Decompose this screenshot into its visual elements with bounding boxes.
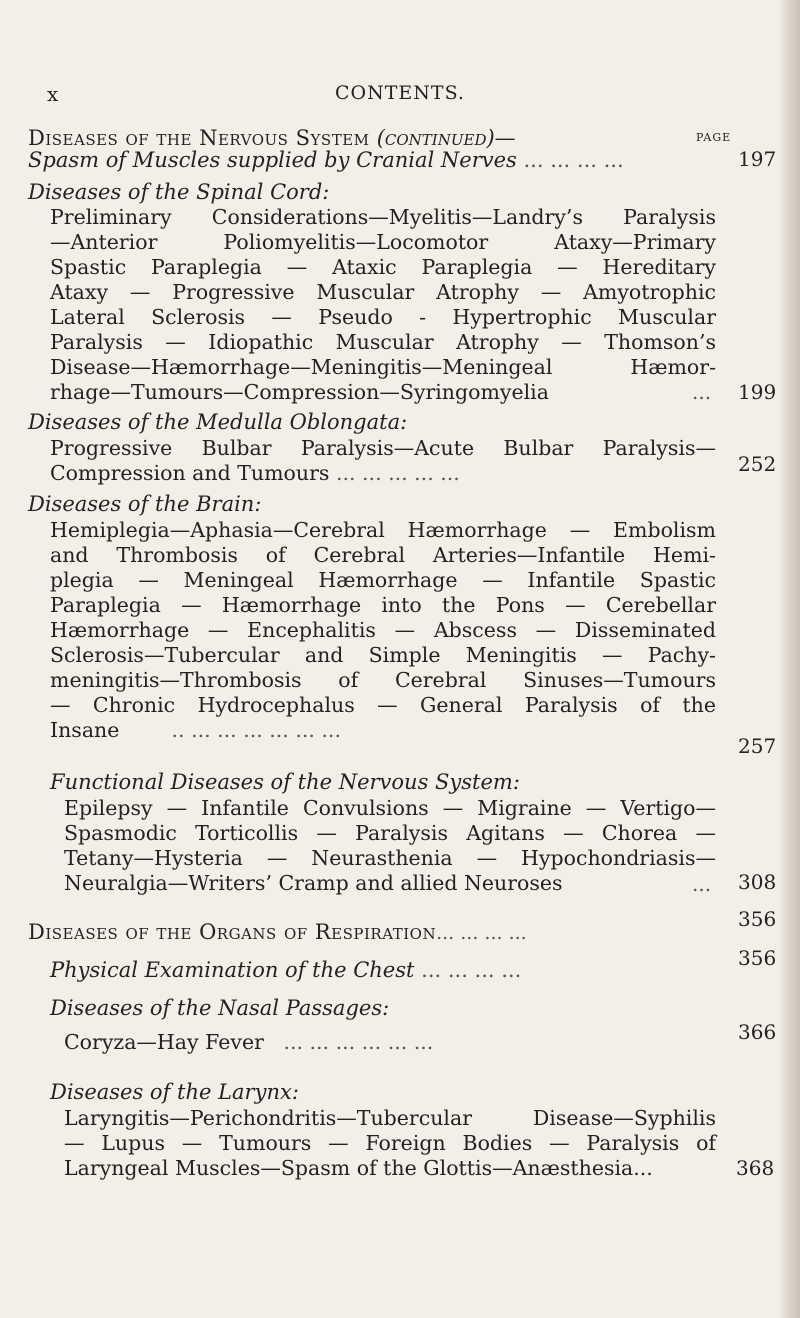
page-column-label: PAGE — [696, 131, 732, 144]
text-line: Disease—Hæmorrhage—Meningitis—Meningeal Hæmor- — [50, 355, 716, 379]
text-line-content: Insane — [50, 718, 120, 742]
subheading-spinal: Diseases of the Spinal Cord: — [28, 180, 330, 204]
entry-functional-page: 308 — [738, 870, 777, 894]
text-line: and Thrombosis of Cerebral Arteries—Infantile Hemi- — [50, 543, 716, 567]
text-line: Laryngeal Muscles—Spasm of the Glottis—Anæsthesia... — [64, 1156, 653, 1180]
entry-physical-title: Physical Examination of the Chest — [50, 958, 415, 982]
entry-functional-leader: ... — [692, 872, 712, 896]
subheading-larynx: Diseases of the Larynx: — [50, 1080, 299, 1104]
entry-medulla-body — [50, 436, 716, 486]
page-number-roman: x — [47, 82, 59, 106]
entry-spasm-page: 197 — [738, 147, 777, 171]
text-line: meningitis—Thrombosis of Cerebral Sinuses—Tumours — [50, 668, 716, 692]
page-title: CONTENTS. — [335, 82, 465, 104]
entry-physical-page: 356 — [738, 946, 777, 970]
section-respiration-page: 356 — [738, 907, 777, 931]
entry-spasm-leader: ... ... ... ... — [523, 148, 624, 172]
entry-physical — [50, 958, 521, 982]
entry-spinal-body — [50, 205, 716, 405]
entry-brain-leader: .. ... ... ... ... ... ... — [171, 718, 341, 742]
subheading-functional: Functional Diseases of the Nervous System: — [50, 770, 520, 794]
entry-medulla-leader: ... ... ... ... ... — [335, 461, 460, 485]
text-line: Neuralgia—Writers’ Cramp and allied Neuroses — [64, 871, 563, 895]
subheading-nasal: Diseases of the Nasal Passages: — [50, 996, 390, 1020]
text-line: Lateral Sclerosis — Pseudo - Hypertrophic Muscular — [50, 305, 716, 329]
text-line: — Chronic Hydrocephalus — General Paralysis of the — [50, 693, 716, 717]
text-line: Tetany—Hysteria — Neurasthenia — Hypochondriasis— — [64, 846, 716, 870]
entry-functional-body — [64, 796, 716, 896]
text-line: Preliminary Considerations—Myelitis—Landry’s Paralysis — [50, 205, 716, 229]
entry-spinal-page: 199 — [738, 380, 777, 404]
entry-brain-page: 257 — [738, 734, 777, 758]
section-heading-nervous-text: Diseases of the Nervous System — [28, 126, 370, 150]
text-line: Hemiplegia—Aphasia—Cerebral Hæmorrhage — Embolism — [50, 518, 716, 542]
entry-spinal-leader: ... — [692, 380, 712, 404]
text-line: Laryngitis—Perichondritis—Tubercular Disease—Syphilis — [64, 1106, 716, 1130]
text-line: rhage—Tumours—Compression—Syringomyelia — [50, 380, 549, 404]
entry-spasm — [28, 148, 624, 172]
text-line — [50, 461, 716, 486]
continued-label: (continued)— — [376, 126, 516, 150]
text-line: Spastic Paraplegia — Ataxic Paraplegia — Hereditary — [50, 255, 716, 279]
section-heading-nervous — [28, 126, 516, 150]
text-line: Sclerosis—Tubercular and Simple Meningitis — Pachy- — [50, 643, 716, 667]
text-line — [50, 718, 716, 743]
text-line: Hæmorrhage — Encephalitis — Abscess — Disseminated — [50, 618, 716, 642]
entry-medulla-page: 252 — [738, 452, 777, 476]
entry-brain-body — [50, 518, 716, 743]
text-line: Progressive Bulbar Paralysis—Acute Bulbar Paralysis— — [50, 436, 716, 460]
entry-nasal-body — [64, 1030, 716, 1055]
subheading-brain: Diseases of the Brain: — [28, 492, 262, 516]
text-line — [64, 1030, 716, 1055]
subheading-medulla: Diseases of the Medulla Oblongata: — [28, 410, 408, 434]
text-line: Epilepsy — Infantile Convulsions — Migraine — Vertigo— — [64, 796, 716, 820]
text-line: Ataxy — Progressive Muscular Atrophy — Amyotrophic — [50, 280, 716, 304]
text-line: Paraplegia — Hæmorrhage into the Pons — Cerebellar — [50, 593, 716, 617]
entry-nasal-page: 366 — [738, 1020, 777, 1044]
text-line: plegia — Meningeal Hæmorrhage — Infantile Spastic — [50, 568, 716, 592]
page-edge — [778, 0, 800, 1318]
text-line-content: Compression and Tumours — [50, 461, 330, 485]
text-line: Paralysis — Idiopathic Muscular Atrophy — Thomson’s — [50, 330, 716, 354]
text-line-content: Coryza—Hay Fever — [64, 1030, 264, 1054]
entry-larynx-body — [64, 1106, 716, 1181]
text-line: — Lupus — Tumours — Foreign Bodies — Paralysis of — [64, 1131, 716, 1155]
text-line: Spasmodic Torticollis — Paralysis Agitans — Chorea — — [64, 821, 716, 845]
section-heading-respiration-text: Diseases of the Organs of Respiration — [28, 920, 437, 944]
section-heading-respiration — [28, 920, 527, 944]
entry-spasm-title: Spasm of Muscles supplied by Cranial Nerves — [28, 148, 517, 172]
section-respiration-leader: ... ... ... ... — [436, 922, 527, 944]
text-line: —Anterior Poliomyelitis—Locomotor Ataxy—Primary — [50, 230, 716, 254]
entry-physical-leader: ... ... ... ... — [421, 958, 522, 982]
entry-nasal-leader: ... ... ... ... ... ... — [283, 1030, 434, 1054]
entry-larynx-page: 368 — [736, 1156, 775, 1180]
